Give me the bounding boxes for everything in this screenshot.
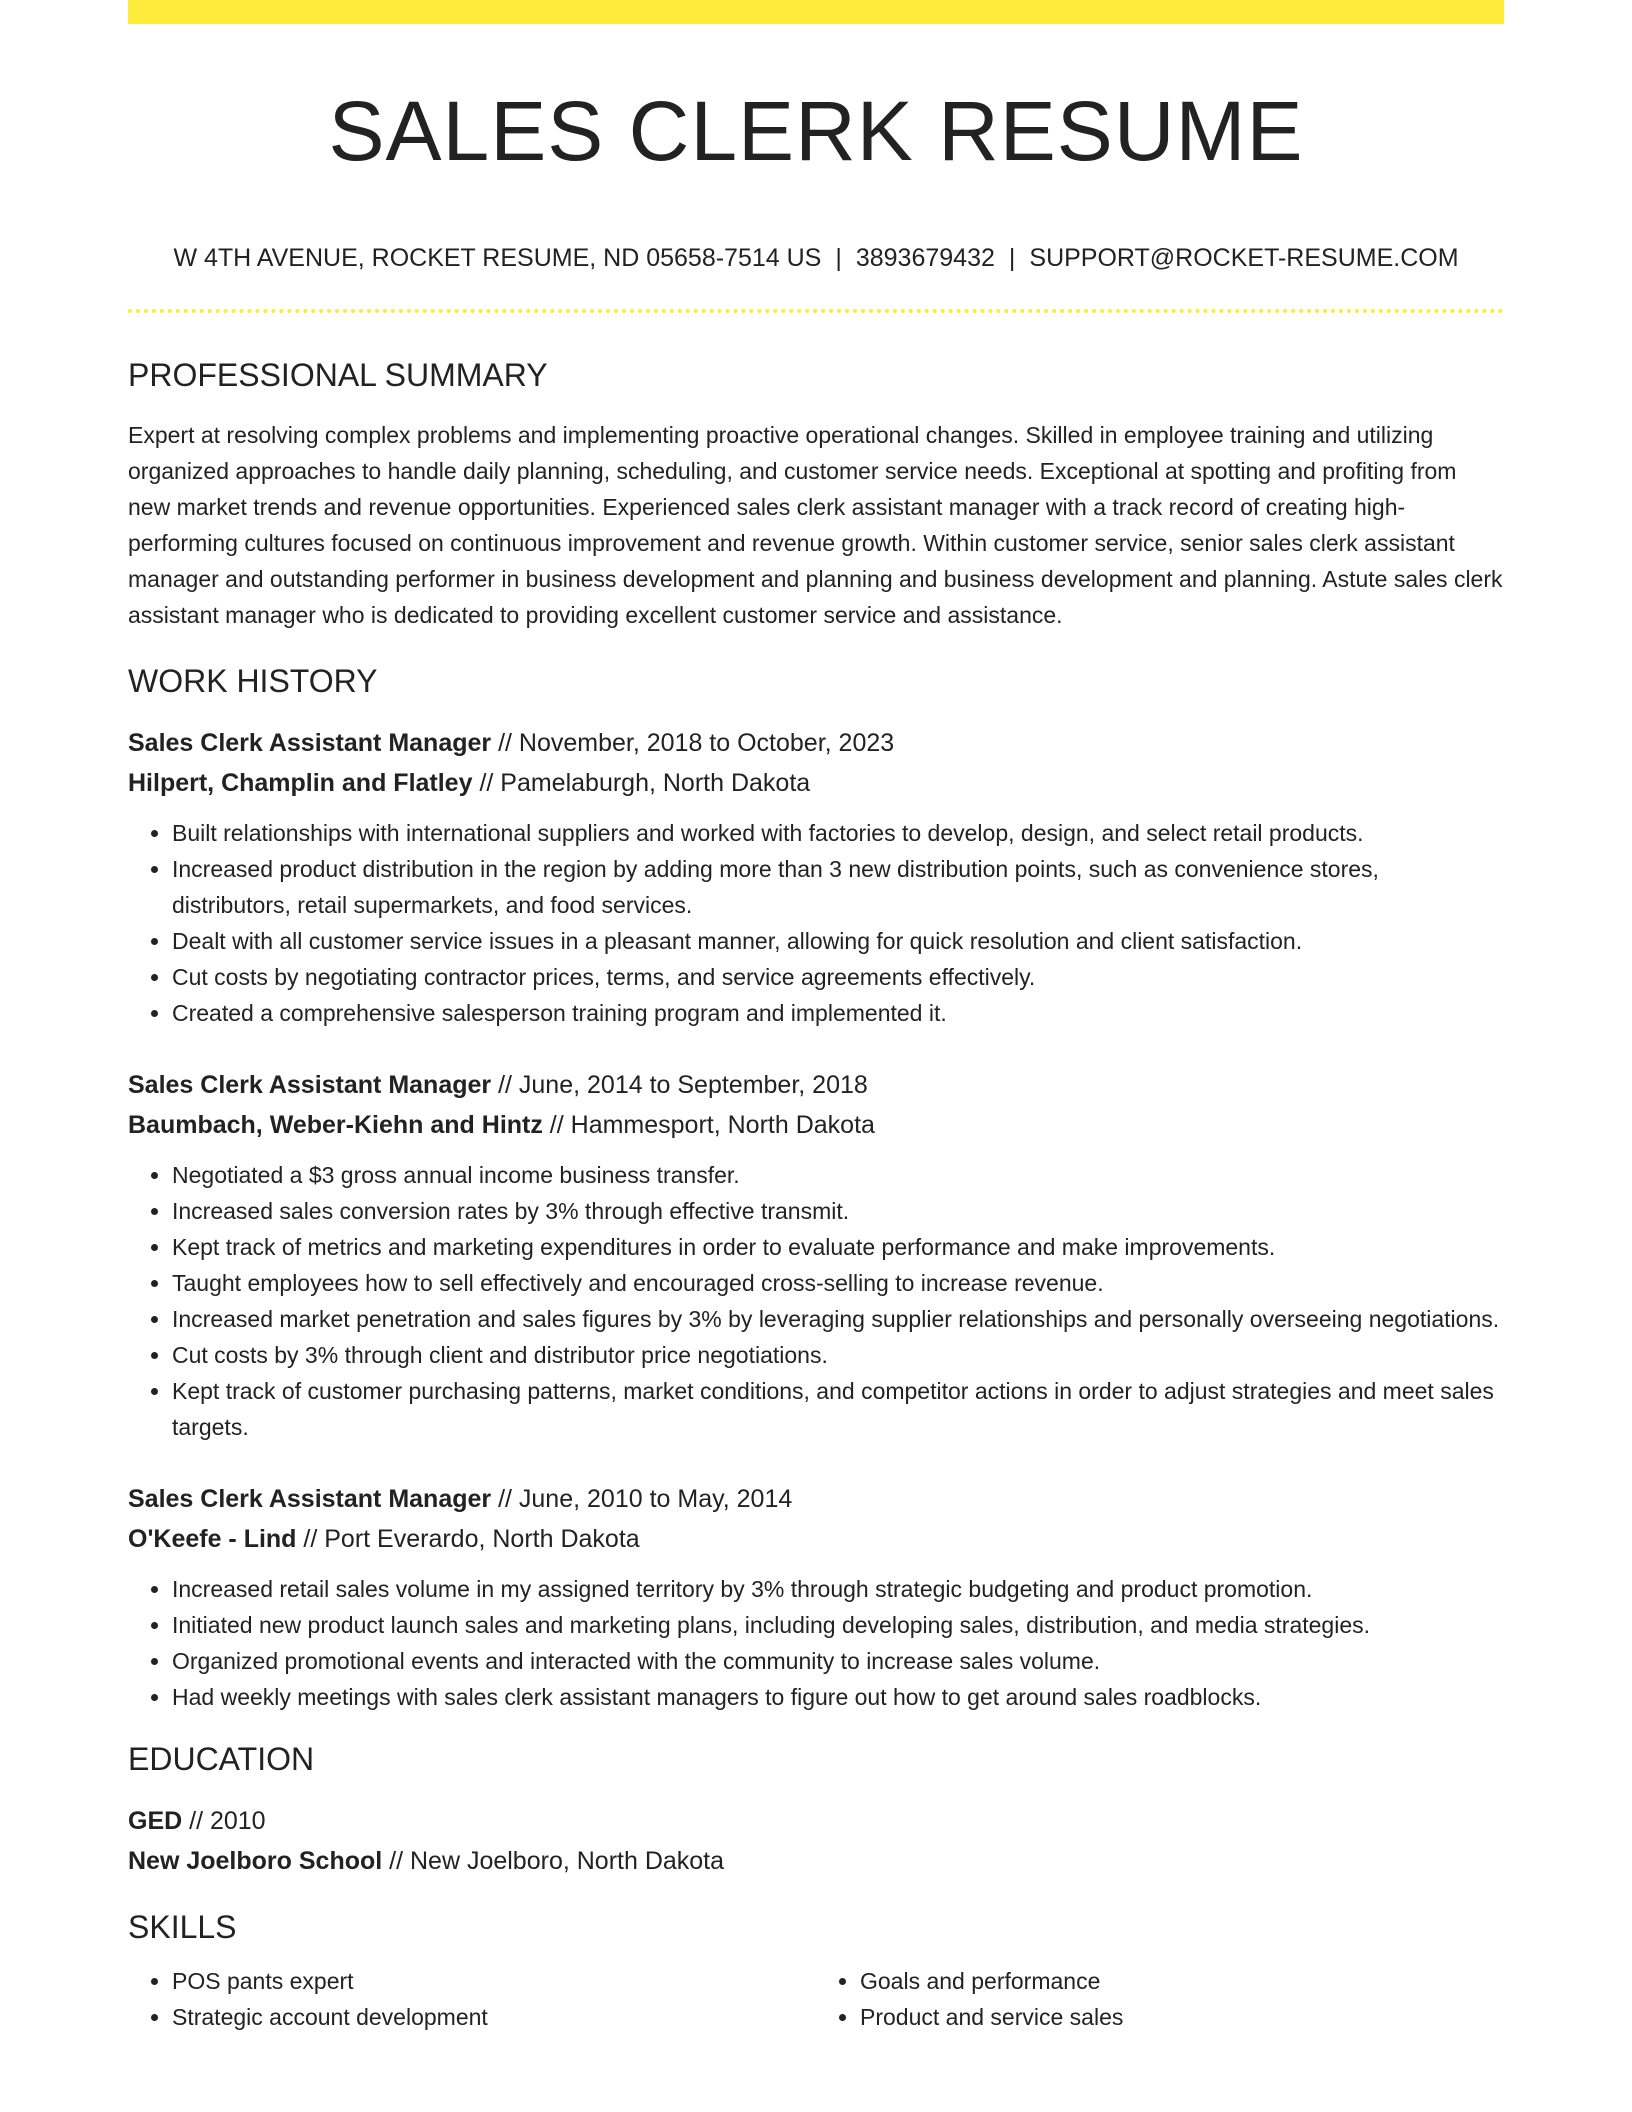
accent-top-bar [128,0,1504,24]
job-location: // Pamelaburgh, North Dakota [472,769,811,797]
job-entry [128,723,1504,1031]
skill-item: • POS pants expert [172,1963,816,1999]
education-degree: GED [128,1807,183,1835]
bullet-item: • Initiated new product launch sales and marketing plans, including developing sales, distribution, and media strategies. [172,1607,1504,1643]
job-bullets [128,1157,1504,1445]
skills-left-column [128,1963,816,2035]
job-entry [128,1479,1504,1715]
section-heading-education: EDUCATION [128,1741,315,1777]
contact-email: SUPPORT@ROCKET-RESUME.COM [1029,244,1459,272]
job-bullets [128,1571,1504,1715]
job-company-line [128,1519,1504,1559]
skill-item: • Goals and performance [860,1963,1504,1999]
bullet-item: • Dealt with all customer service issues in a pleasant manner, allowing for quick resolution and client satisfaction. [172,923,1504,959]
contact-separator: | [835,244,842,272]
job-title-line [128,1479,1504,1519]
contact-line [128,242,1504,274]
bullet-item: • Taught employees how to sell effectively and encouraged cross-selling to increase revenue. [172,1265,1504,1301]
bullet-item: • Increased retail sales volume in my assigned territory by 3% through strategic budgeting and product promotion. [172,1571,1504,1607]
job-title: Sales Clerk Assistant Manager [128,1485,492,1513]
education-entry [128,1801,1504,1881]
job-title: Sales Clerk Assistant Manager [128,1071,492,1099]
bullet-item: • Increased market penetration and sales figures by 3% by leveraging supplier relationships and personally overseeing negotiations. [172,1301,1504,1337]
job-title-line [128,723,1504,763]
bullet-item: • Increased sales conversion rates by 3% through effective transmit. [172,1193,1504,1229]
bullet-item: • Increased product distribution in the region by adding more than 3 new distribution points, such as convenience stores, distributors, retail supermarkets, and food services. [172,851,1504,923]
skills-columns [128,1963,1504,2035]
job-company-line [128,763,1504,803]
bullet-item: • Created a comprehensive salesperson training program and implemented it. [172,995,1504,1031]
job-company: O'Keefe - Lind [128,1525,297,1553]
job-company: Baumbach, Weber-Kiehn and Hintz [128,1111,543,1139]
contact-phone: 3893679432 [855,244,995,272]
bullet-item: • Cut costs by negotiating contractor prices, terms, and service agreements effectively. [172,959,1504,995]
education-year: // 2010 [182,1807,266,1835]
job-title-line [128,1065,1504,1105]
section-heading-work-history: WORK HISTORY [128,663,378,699]
job-dates: // June, 2014 to September, 2018 [491,1071,868,1099]
bullet-item: • Organized promotional events and interacted with the community to increase sales volume. [172,1643,1504,1679]
contact-separator: | [1008,244,1016,272]
section-heading-skills: SKILLS [128,1909,237,1945]
bullet-item: • Cut costs by 3% through client and distributor price negotiations. [172,1337,1504,1373]
job-location: // Port Everardo, North Dakota [296,1525,640,1553]
education-location: // New Joelboro, North Dakota [382,1847,725,1875]
job-entry [128,1065,1504,1445]
job-company: Hilpert, Champlin and Flatley [128,769,473,797]
job-location: // Hammesport, North Dakota [542,1111,875,1139]
education-degree-line [128,1801,1504,1841]
contact-address: W 4TH AVENUE, ROCKET RESUME, ND 05658-7514 US [173,244,822,272]
job-bullets [128,815,1504,1031]
bullet-item: • Built relationships with international suppliers and worked with factories to develop, design, and select retail products. [172,815,1504,851]
bullet-item: • Had weekly meetings with sales clerk assistant managers to figure out how to get around sales roadblocks. [172,1679,1504,1715]
skill-item: • Strategic account development [172,1999,816,2035]
section-heading-summary: PROFESSIONAL SUMMARY [128,357,548,393]
skills-right-column [816,1963,1504,2035]
bullet-item: • Negotiated a $3 gross annual income business transfer. [172,1157,1504,1193]
education-school-line [128,1841,1504,1881]
job-title: Sales Clerk Assistant Manager [128,729,492,757]
resume-title: SALES CLERK RESUME [328,84,1304,178]
job-company-line [128,1105,1504,1145]
summary-text: Expert at resolving complex problems and implementing proactive operational changes. Skilled in employee training and utilizing organized approaches to handle daily planning, scheduling, and customer service needs. Exceptional at spotting and profiting from new market trends and revenue opportunities. Experienced sales clerk assistant manager with a track record of creating high-performing cultures focused on continuous improvement and revenue growth. Within customer service, senior sales clerk assistant manager and outstanding performer in business development and planning and business development and planning. Astute sales clerk assistant manager who is dedicated to providing excellent customer service and assistance. [128,422,1503,628]
job-dates: // June, 2010 to May, 2014 [491,1485,793,1513]
bullet-item: • Kept track of customer purchasing patterns, market conditions, and competitor actions in order to adjust strategies and meet sales targets. [172,1373,1504,1445]
education-school: New Joelboro School [128,1847,383,1875]
resume-page [128,0,1504,2035]
bullet-item: • Kept track of metrics and marketing expenditures in order to evaluate performance and make improvements. [172,1229,1504,1265]
job-dates: // November, 2018 to October, 2023 [491,729,895,757]
dotted-divider [128,309,1504,313]
skill-item: • Product and service sales [860,1999,1504,2035]
